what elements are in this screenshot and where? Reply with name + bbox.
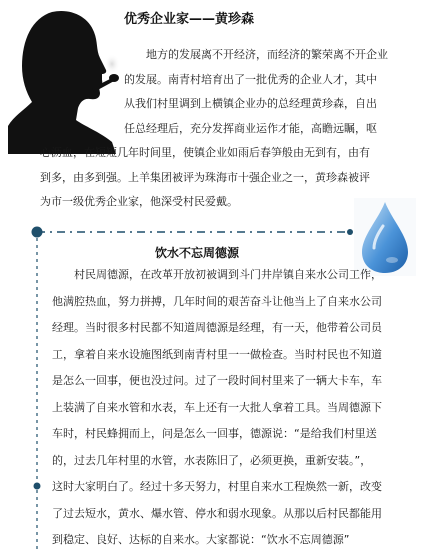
text-line: 为市一级优秀企业家，他深受村民爱戴。 <box>40 195 238 208</box>
text-line: 从我们村里调到上横镇企业办的总经理黄珍森，自出 <box>124 97 377 110</box>
text-line: 任总经理后，充分发挥商业运作才能，高瞻远瞩，呕 <box>124 121 377 135</box>
paragraph-water-story <box>52 262 382 550</box>
text-line: 的，过去几年村里的水管，水表陈旧了，必须更换，重新安装。”， <box>52 453 372 467</box>
text-line: 心沥血，在短短几年时间里，使镇企业如雨后春笋般由无到有，由有 <box>40 146 370 159</box>
text-line: 到多，由多到强。上羊集团被评为珠海市十强企业之一，黄珍森被评 <box>40 170 370 184</box>
man-silhouette-icon <box>8 6 120 154</box>
text-line: 地方的发展离不开经济，而经济的繁荣离不开企业 <box>146 48 388 61</box>
vertical-rule <box>33 238 41 550</box>
text-line: 这时大家明白了。经过十多天努力，村里自来水工程焕然一新，改变 <box>52 480 382 493</box>
section-title-water: 饮水不忘周德源 <box>155 246 240 260</box>
text-line: 到稳定、良好、达标的自来水。大家都说：“饮水不忘周德源” <box>52 533 350 546</box>
text-line: 了过去短水，黄水、爆水管、停水和弱水现象。从那以后村民都能用 <box>52 506 382 520</box>
text-line: 上装满了自来水管和水表，车上还有一大批人拿着工具。当周德源下 <box>52 400 382 414</box>
text-line: 村民周德源，在改革开放初被调到斗门井岸镇自来水公司工作， <box>74 268 382 281</box>
text-line: 工，拿着自来水设施图纸到南青村里一一做检查。当时村民也不知道 <box>52 347 382 361</box>
text-line: 的发展。南青村培育出了一批优秀的企业人才，其中 <box>124 72 377 86</box>
text-line: 是怎么一回事，便也没过问。过了一段时间村里来了一辆大卡车，车 <box>52 374 382 387</box>
paragraph-entrepreneur-continued <box>40 141 370 215</box>
text-line: 他满腔热血，努力拼搏，几年时间的艰苦奋斗让他当上了自来水公司 <box>52 294 382 308</box>
text-line: 经理。当时很多村民都不知道周德源是经理，有一天，他带着公司员 <box>52 321 382 334</box>
paragraph-entrepreneur-intro <box>124 43 388 141</box>
section-title-entrepreneur: 优秀企业家——黄珍森 <box>124 12 255 27</box>
text-line: 车时，村民蜂拥而上，问是怎么一回事，德源说：“是给我们村里送 <box>52 427 377 440</box>
